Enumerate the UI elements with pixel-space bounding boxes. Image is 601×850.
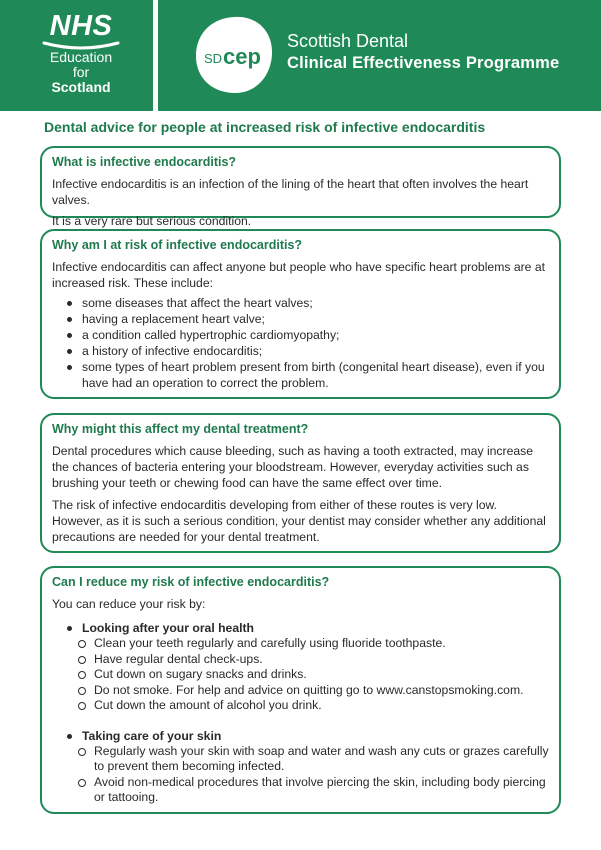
list-item: Avoid non-medical procedures that involve piercing the skin, including body piercing or tattooing. <box>66 775 549 806</box>
list-item-oral-health <box>66 620 549 636</box>
paragraph: Dental procedures which cause bleeding, such as having a tooth extracted, may increase the chances of bacteria entering your bloodstream. However, everyday activities such as brushing your teeth or chewing food can have the same effect over time. <box>52 444 534 490</box>
list-item: a history of infective endocarditis; <box>66 343 549 359</box>
nhs-line-scotland: Scotland <box>51 79 111 95</box>
risk-list <box>66 295 549 391</box>
section-dental-treatment <box>40 413 561 553</box>
section-heading: Why am I at risk of infective endocarditis? <box>52 238 303 252</box>
section-reduce-risk <box>40 566 561 814</box>
sdcep-logo-icon <box>193 14 275 96</box>
section-heading: What is infective endocarditis? <box>52 155 237 169</box>
list-item: Do not smoke. For help and advice on quitting go to www.canstopsmoking.com. <box>66 683 549 699</box>
nhs-wordmark: NHS <box>49 10 113 42</box>
paragraph: Infective endocarditis is an infection of the lining of the heart that often involves the heart valves. <box>52 177 529 207</box>
nhs-line-for: for <box>72 64 90 80</box>
list-item: Clean your teeth regularly and carefully using fluoride toothpaste. <box>66 636 549 652</box>
nhs-education-scotland-logo <box>36 12 126 95</box>
sdcep-title-line2: Clinical Effectiveness Programme <box>287 54 560 72</box>
oral-health-list <box>66 636 549 714</box>
reduce-list <box>66 620 549 636</box>
sdcep-logo-cep: cep <box>223 44 261 69</box>
list-item: some diseases that affect the heart valves; <box>66 295 549 311</box>
header-banner <box>0 0 601 111</box>
list-item-skin <box>66 728 549 744</box>
paragraph: You can reduce your risk by: <box>52 597 206 611</box>
section-heading: Can I reduce my risk of infective endocarditis? <box>52 575 330 589</box>
nhs-line-education: Education <box>49 49 113 65</box>
list-item: having a replacement heart valve; <box>66 311 549 327</box>
list-item: Regularly wash your skin with soap and water and wash any cuts or grazes carefully to prevent them becoming infected. <box>66 744 549 775</box>
paragraph: It is a very rare but serious condition. <box>52 214 252 228</box>
sdcep-title <box>287 30 559 74</box>
subheading: Taking care of your skin <box>82 728 222 743</box>
list-item: Cut down the amount of alcohol you drink. <box>66 698 549 714</box>
list-item: some types of heart problem present from birth (congenital heart disease), even if you have had an operation to correct the problem. <box>66 359 549 391</box>
list-item: a condition called hypertrophic cardiomyopathy; <box>66 327 549 343</box>
section-heading: Why might this affect my dental treatment? <box>52 422 309 436</box>
skin-care-list <box>66 744 549 806</box>
list-item: Have regular dental check-ups. <box>66 652 549 668</box>
page-title: Dental advice for people at increased risk of infective endocarditis <box>44 119 486 135</box>
subheading: Looking after your oral health <box>82 621 254 635</box>
sdcep-title-line1: Scottish Dental <box>287 31 409 51</box>
header-divider <box>153 0 158 111</box>
reduce-list-skin <box>66 728 549 744</box>
section-why-risk <box>40 229 561 399</box>
list-item: Cut down on sugary snacks and drinks. <box>66 667 549 683</box>
section-what-is <box>40 146 561 228</box>
paragraph: The risk of infective endocarditis developing from either of these routes is very low. However, as it is such a serious condition, your dentist may consider whether any additional precautions are needed for your dental treatment. <box>52 498 546 544</box>
sdcep-logo-sd: SD <box>204 51 223 66</box>
paragraph: Infective endocarditis can affect anyone but people who have specific heart problems are at increased risk. These include: <box>52 260 545 290</box>
